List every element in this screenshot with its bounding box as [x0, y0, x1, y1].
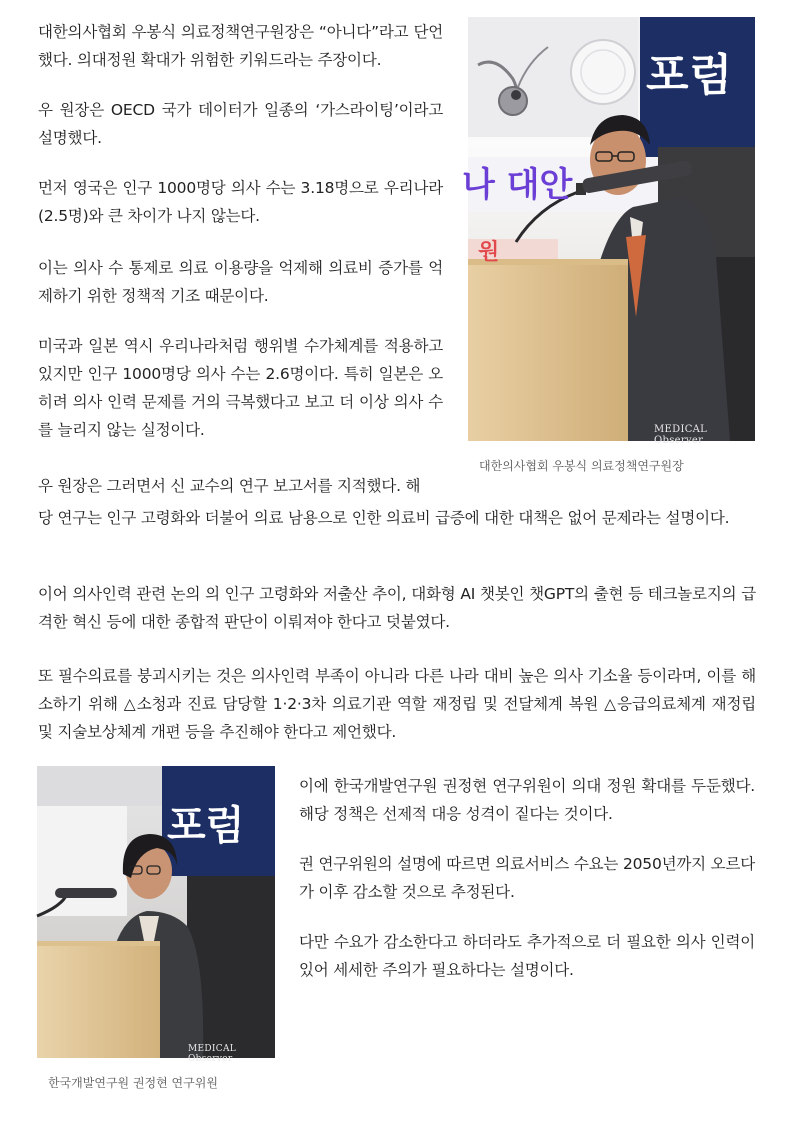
banner-text-1: 포럼: [646, 50, 734, 101]
photo-speaker-1: [462, 17, 755, 446]
article-paragraph-2: 우 원장은 OECD 국가 데이터가 일종의 ‘가스라이팅’이라고 설명했다.: [38, 101, 443, 147]
article-paragraph-4: 이는 의사 수 통제로 의료 이용량을 억제해 의료비 증가를 억제하기 위한 정책적 기조 때문이다.: [38, 259, 443, 305]
photo-caption-1: 대한의사협회 우봉식 의료정책연구원장: [479, 459, 684, 473]
banner-red-text-1: 원: [478, 240, 500, 265]
banner-text-2: 포럼: [167, 803, 245, 849]
watermark-1: MEDICAL Observer: [654, 424, 708, 446]
article-paragraph-7: 이어 의사인력 관련 논의 의 인구 고령화와 저출산 추이, 대화형 AI 챗봇인 챗GPT의 출현 등 테크놀로지의 급격한 혁신 등에 대한 종합적 판단이 이뤄져야 한다고 덧붙였다.: [38, 585, 756, 631]
article-paragraph-5: 미국과 일본 역시 우리나라처럼 행위별 수가체계를 적용하고 있지만 인구 1000명당 의사 수는 2.6명이다. 특히 일본은 오히려 의사 인력 문제를 거의 극복했다고 보고 더 이상 의사 수를 늘리지 않는 실정이다.: [38, 337, 443, 439]
article-paragraph-6a: 우 원장은 그러면서 신 교수의 연구 보고서를 지적했다. 해: [38, 477, 421, 495]
photo-speaker-2: [37, 766, 275, 1064]
article-paragraph-1: 대한의사협회 우봉식 의료정책연구원장은 “아니다”라고 단언했다. 의대정원 확대가 위험한 키워드라는 주장이다.: [38, 23, 443, 69]
photo-caption-2: 한국개발연구원 권정현 연구위원: [48, 1076, 218, 1090]
watermark-2: MEDICAL Observer: [188, 1044, 237, 1064]
article-paragraph-8: 또 필수의료를 붕괴시키는 것은 의사인력 부족이 아니라 다른 나라 대비 높은 의사 기소율 등이라며, 이를 해소하기 위해 △소청과 진료 담당할 1·2·3차 의료기관 역할 재정립 및 전달체계 복원 △응급의료체계 재정립 및 지술보상체계 개편 등을 추진해야 한다고 제언했다.: [38, 667, 756, 741]
banner-slogan-1: 나 대안: [462, 165, 573, 205]
article-paragraph-9: 이에 한국개발연구원 권정현 연구위원이 의대 정원 확대를 두둔했다. 해당 정책은 선제적 대응 성격이 짙다는 것이다.: [299, 777, 755, 823]
article-paragraph-10: 권 연구위원의 설명에 따르면 의료서비스 수요는 2050년까지 오르다가 이후 감소할 것으로 추정된다.: [299, 855, 755, 901]
article-paragraph-3: 먼저 영국은 인구 1000명당 의사 수는 3.18명으로 우리나라(2.5명)와 큰 차이가 나지 않는다.: [38, 179, 443, 225]
article-paragraph-11: 다만 수요가 감소한다고 하더라도 추가적으로 더 필요한 의사 인력이 있어 세세한 주의가 필요하다는 설명이다.: [299, 933, 755, 979]
article-paragraph-6b: 당 연구는 인구 고령화와 더불어 의료 남용으로 인한 의료비 급증에 대한 대책은 없어 문제라는 설명이다.: [38, 509, 730, 527]
